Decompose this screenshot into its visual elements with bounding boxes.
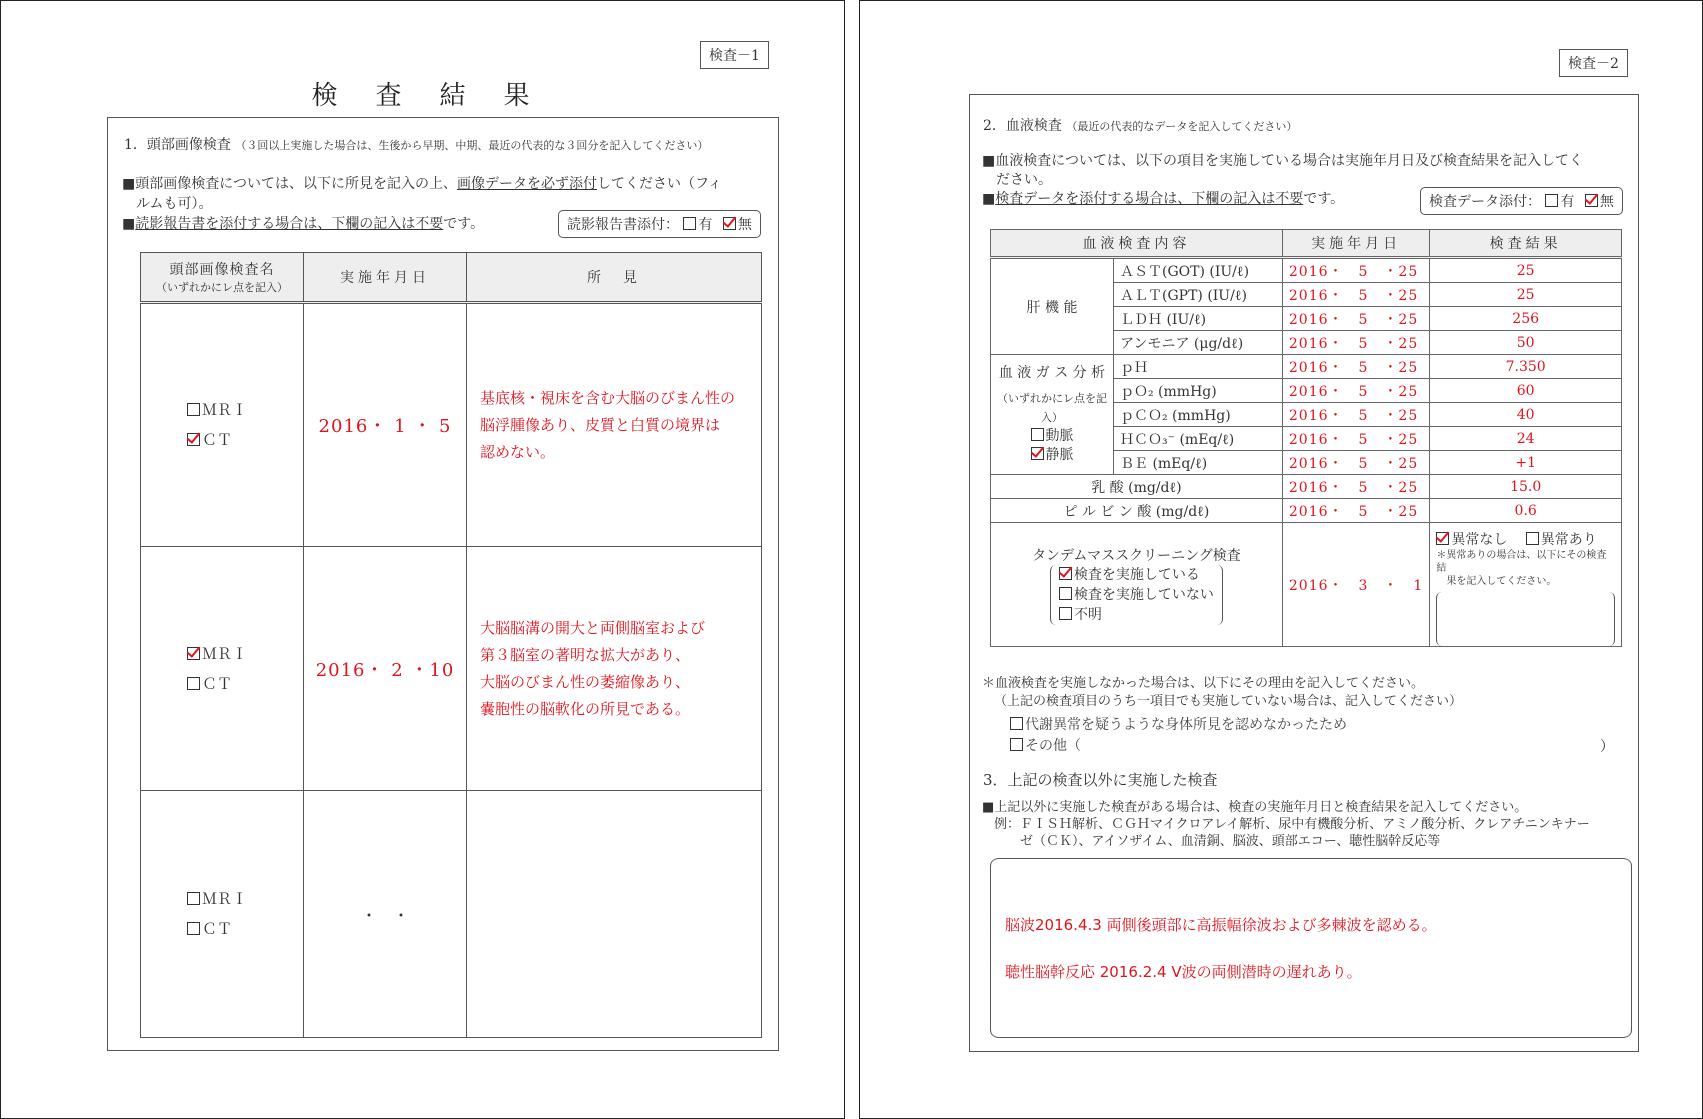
page-2 [859,0,1703,1119]
section-1-note: （３回以上実施した場合は、生後から早期、中期、最近の代表的な３回分を記入してください） [235,139,709,152]
section-1-frame [107,117,779,1051]
not-done-note: ＊血液検査を実施しなかった場合は、以下にその理由を記入してください。 [982,676,1425,691]
report-attach-no-checkbox[interactable] [723,217,736,230]
table-row: アンモニア (μg/dℓ) 2016・ 5 ・25 50 [991,331,1622,355]
blood-instruction-1-cont: ださい。 [996,172,1052,188]
section-1-title: 1．頭部画像検査 [124,137,231,153]
col-header-exam: 頭部画像検査名 （いずれかにレ点を記入） [141,253,304,303]
report-attach-box: 読影報告書添付： 有 無 [558,210,761,238]
blood-test-table [990,229,1622,647]
page-1 [0,0,845,1119]
page-title: 検 査 結 果 [311,81,536,111]
table-row: ＢＥ (mEq/ℓ) 2016・ 5 ・25 +1 [991,451,1622,475]
tandem-unknown-checkbox[interactable] [1059,607,1072,620]
abnormal-checkbox[interactable] [1526,532,1539,545]
table-row: 血 液 ガ ス 分 析 （いずれかにレ点を記入） 動脈 静脈 ｐＨ 2016・ 5 ・25 7.350 [991,355,1622,379]
section-3-title: 3．上記の検査以外に実施した検査 [983,771,1218,789]
ct-checkbox[interactable] [187,433,200,446]
findings: 基底核・視床を含む大脳のびまん性の 脳浮腫像あり、皮質と白質の境界は 認めない。 [467,303,762,547]
col-header-test: 血液検査内容 [991,230,1283,258]
reason-other-close: ） [1600,739,1614,755]
instruction-1: ■頭部画像検査については、以下に所見を記入の上、画像データを必ず添付してください（フィ [122,176,722,192]
data-attach-box: 検査データ添付： 有 無 [1420,187,1623,215]
mri-checkbox[interactable] [187,647,200,660]
vein-checkbox[interactable] [1031,447,1044,460]
table-row: ｐＣＯ₂ (mmHg) 2016・ 5 ・25 40 [991,403,1622,427]
table-row: 肝 機 能 ＡＳＴ(GOT) (IU/ℓ) 2016・ 5 ・25 25 [991,258,1622,283]
section-2-frame: 2．血液検査 （最近の代表的なデータを記入してください） ■血液検査については、以下の項目を実施している場合は実施年月日及び検査結果を記入してく ださい。 ■検査データを添付する場合は、下欄の記入は不要です。 検査データ添付： 有 無 血液検査内容 実施年月日 検査結果 肝 機 能 ＡＳＴ(GOT) (IU/ℓ) 2016・ 5 ・25 25 ＡＬＴ(GPT) (IU/ℓ) 2016・ 5 ・25 25 ＬＤＨ (IU/ℓ) 2016・ 5 ・25 256 アンモニア (μg/dℓ) 2016・ 5 ・25 50 血 液 ガ ス 分 析 （いずれかにレ点を記入） 動脈 静脈 ｐＨ 2016・ 5 ・25 7.350 ｐＯ₂ (mmHg) 2016・ 5 ・25 60 ｐＣＯ₂ (mmHg) 2016・ 5 ・25 40 ＨＣＯ₃⁻ (mEq/ℓ) 2016・ 5 ・25 24 ＢＥ (mEq/ℓ) 2016・ 5 ・25 +1 乳 酸 (mg/dℓ) 2016・ 5 ・25 15.0 ピ ル ビ ン 酸 (mg/dℓ) 2016・ 5 ・25 0.6 タンデムマススクリーニング検査 検査を実施している 検査を実施していない 不明 2016・ 3 ・ 1 異常なし 異常あり ＊異常ありの場合は、以下にその検査結 果を記入してください。 ＊血液検査を実施しなかった場合は、以下にその理由を記入してください。 （上記の検査項目のうち一項目でも実施していない場合は、記入してください） 代謝異常を疑うような身体所見を認めなかったため その他（ ） 3．上記の検査以外に実施した検査 ■上記以外に実施した検査がある場合は、検査の実施年月日と検査結果を記入してください。 例：ＦＩＳＨ解析、ＣＧＨマイクロアレイ解析、尿中有機酸分析、アミノ酸分析、クレアチニンキナー ゼ（ＣＫ）、アイソザイム、血清銅、脳波、頭部エコー、聴性脳幹反応等 脳波2016.4.3 両側後頭部に高振幅徐波および多棘波を認める。 聴性脳幹反応 2016.2.4 Ⅴ波の両側潜時の遅れあり。 [969,94,1639,1052]
mri-checkbox[interactable] [187,892,200,905]
data-attach-no-checkbox[interactable] [1585,194,1598,207]
normal-checkbox[interactable] [1436,532,1449,545]
group-liver: 肝 機 能 [991,258,1114,355]
reason-other-checkbox[interactable] [1010,738,1023,751]
tandem-done-checkbox[interactable] [1059,567,1072,580]
other-test-result-1: 脳波2016.4.3 両側後頭部に高振幅徐波および多棘波を認める。 [1005,916,1437,934]
report-attach-yes-checkbox[interactable] [683,217,696,230]
instruction-1-cont: ルムも可）。 [136,196,213,212]
findings: 大脳脳溝の開大と両側脳室および 第３脳室の著明な拡大があり、 大脳のびまん性の萎縮像あり、 嚢胞性の脳軟化の所見である。 [467,547,762,791]
table-row: ＭＲＩ ＣＴ 2016・ 1 ・ 5 基底核・視床を含む大脳のびまん性の 脳浮腫像あり、皮質と白質の境界は 認めない。 [141,303,762,547]
other-tests-field[interactable] [990,858,1632,1038]
table-row: ＨＣＯ₃⁻ (mEq/ℓ) 2016・ 5 ・25 24 [991,427,1622,451]
findings [467,791,762,1038]
reason-no-findings-checkbox[interactable] [1010,717,1023,730]
section-3-example-2: ゼ（ＣＫ）、アイソザイム、血清銅、脳波、頭部エコー、聴性脳幹反応等 [1020,834,1441,849]
table-row: ＭＲＩ ＣＴ ・ ・ [141,791,762,1038]
section-2-note: （最近の代表的なデータを記入してください） [1066,120,1298,133]
other-test-result-2: 聴性脳幹反応 2016.2.4 Ⅴ波の両側潜時の遅れあり。 [1005,963,1362,981]
imaging-table [140,252,762,1038]
section-2-title: 2．血液検査 [983,118,1062,134]
col-header-findings: 所 見 [467,253,762,303]
blood-instruction-2: ■検査データを添付する場合は、下欄の記入は不要です。 [982,191,1345,207]
tandem-not-done-checkbox[interactable] [1059,587,1072,600]
col-header-date: 実施年月日 [304,253,467,303]
exam-date: 2016・ 1 ・ 5 [304,303,467,547]
tandem-title: タンデムマススクリーニング検査 [1032,547,1241,564]
section-3-instruction: ■上記以外に実施した検査がある場合は、検査の実施年月日と検査結果を記入してください。 [982,800,1528,815]
abnormal-result-field[interactable] [1436,592,1615,646]
mri-checkbox[interactable] [187,403,200,416]
section-3-example-1: 例：ＦＩＳＨ解析、ＣＧＨマイクロアレイ解析、尿中有機酸分析、アミノ酸分析、クレアチニンキナー [994,817,1590,832]
page-1-tag: 検査－1 [700,41,769,69]
col-header-result: 検査結果 [1430,230,1622,258]
not-done-subnote: （上記の検査項目のうち一項目でも実施していない場合は、記入してください） [994,694,1463,709]
table-row: 乳 酸 (mg/dℓ) 2016・ 5 ・25 15.0 [991,475,1622,499]
ct-checkbox[interactable] [187,677,200,690]
artery-checkbox[interactable] [1031,428,1044,441]
table-row-tandem: タンデムマススクリーニング検査 検査を実施している 検査を実施していない 不明 2016・ 3 ・ 1 異常なし 異常あり ＊異常ありの場合は、以下にその検査結 果を記入してください。 [991,523,1622,647]
exam-date: ・ ・ [304,791,467,1038]
exam-date: 2016・ 2 ・10 [304,547,467,791]
col-header-date: 実施年月日 [1282,230,1429,258]
instruction-2: ■読影報告書を添付する場合は、下欄の記入は不要です。 [122,216,485,232]
tandem-date: 2016・ 3 ・ 1 [1282,523,1429,647]
page-2-tag: 検査－2 [1559,49,1628,77]
table-row: ＭＲＩ ＣＴ 2016・ 2 ・10 大脳脳溝の開大と両側脳室および 第３脳室の著明な拡大があり、 大脳のびまん性の萎縮像あり、 嚢胞性の脳軟化の所見である。 [141,547,762,791]
table-row: ピ ル ビ ン 酸 (mg/dℓ) 2016・ 5 ・25 0.6 [991,499,1622,523]
ct-checkbox[interactable] [187,922,200,935]
data-attach-yes-checkbox[interactable] [1545,194,1558,207]
blood-instruction-1: ■血液検査については、以下の項目を実施している場合は実施年月日及び検査結果を記入してく [982,153,1583,169]
table-row: ＬＤＨ (IU/ℓ) 2016・ 5 ・25 256 [991,307,1622,331]
table-row: ＡＬＴ(GPT) (IU/ℓ) 2016・ 5 ・25 25 [991,283,1622,307]
group-blood-gas: 血 液 ガ ス 分 析 （いずれかにレ点を記入） 動脈 静脈 [991,355,1114,475]
table-row: ｐＯ₂ (mmHg) 2016・ 5 ・25 60 [991,379,1622,403]
